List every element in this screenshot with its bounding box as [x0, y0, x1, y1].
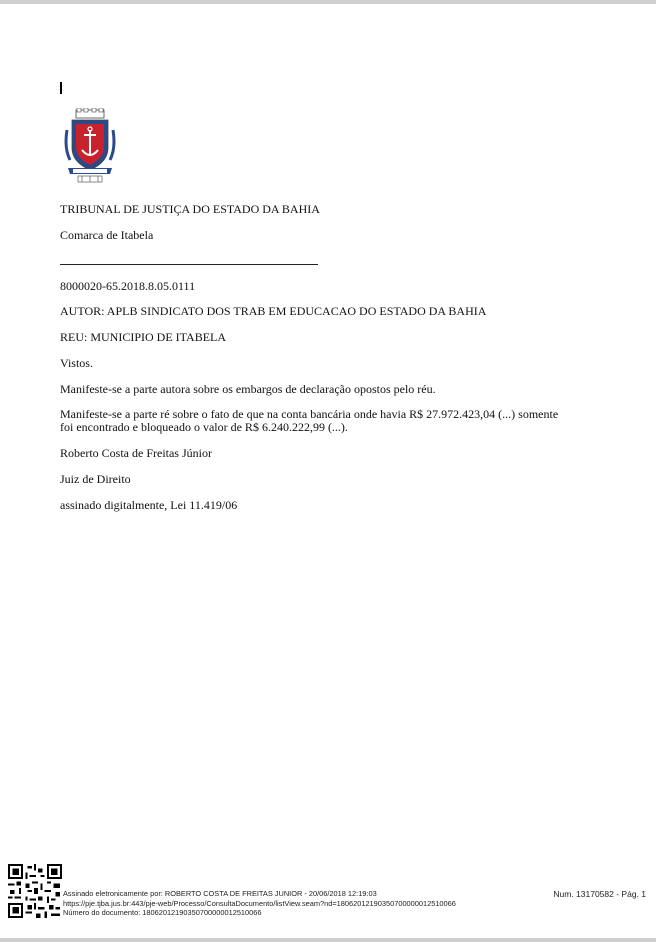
vistos-text: Vistos. [60, 356, 93, 370]
case-number: 8000020-65.2018.8.05.0111 [60, 279, 196, 293]
footer-signed-by: Assinado eletronicamente por: ROBERTO COSTA DE FREITAS JUNIOR - 20/06/2018 12:19:03 [63, 889, 377, 898]
signer-title: Juiz de Direito [60, 472, 131, 486]
page-top-border [0, 0, 656, 4]
court-crest-icon [64, 108, 116, 184]
footer-signature-info [63, 889, 456, 918]
defendant-party: REU: MUNICIPIO DE ITABELA [60, 330, 227, 344]
page-bottom-border [0, 938, 656, 942]
divider [60, 264, 318, 265]
paragraph-1: Manifeste-se a parte autora sobre os embargos de declaração opostos pelo réu. [60, 382, 436, 396]
footer-doc-number: Número do documento: 18062012190350700000012510066 [63, 908, 262, 917]
qr-code-icon [8, 864, 62, 918]
text-cursor [60, 82, 62, 94]
author-party: AUTOR: APLB SINDICATO DOS TRAB EM EDUCACAO DO ESTADO DA BAHIA [60, 304, 487, 318]
footer-url[interactable]: https://pje.tjba.jus.br:443/pje-web/Processo/ConsultaDocumento/listView.seam?nd=18062012190350700000012510066 [63, 898, 456, 908]
signer-name: Roberto Costa de Freitas Júnior [60, 446, 212, 460]
district-name: Comarca de Itabela [60, 228, 154, 242]
signature-note: assinado digitalmente, Lei 11.419/06 [60, 498, 238, 512]
paragraph-2: Manifeste-se a parte ré sobre o fato de que na conta bancária onde havia R$ 27.972.423,04 (...) somente foi encontrado e bloqueado o valor de R$ 6.240.222,99 (...). [60, 407, 559, 434]
page-number: Num. 13170582 - Pág. 1 [553, 889, 646, 899]
court-name: TRIBUNAL DE JUSTIÇA DO ESTADO DA BAHIA [60, 202, 320, 216]
